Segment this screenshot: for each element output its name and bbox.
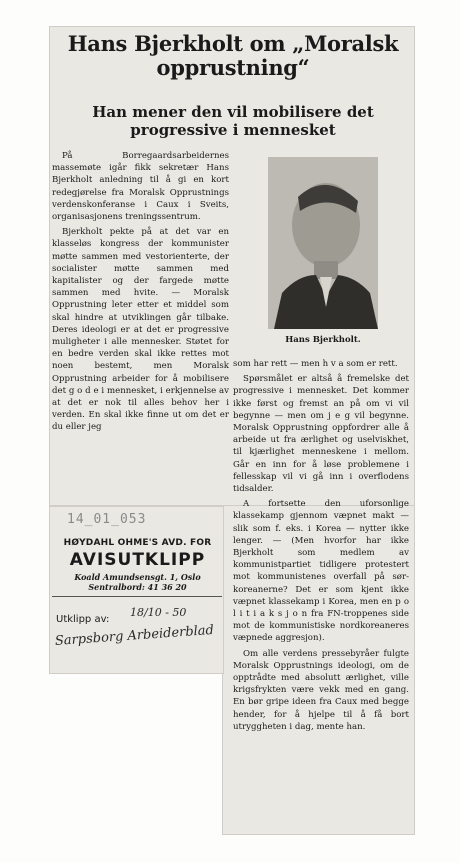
address: Koald Amundsensgt. 1, Oslo <box>74 572 201 582</box>
article-subheadline: Han mener den vil mobilisere det progressive i mennesket <box>92 103 374 139</box>
paragraph: På Borregaardsarbeidernes massemøte igår fikk sekretær Hans Bjerkholt anledning til å gi en kort redegjørelse fra Moralsk Opprustnings verdenskonferanse i Caux i Sveits, organisasjonens treningssentrum. <box>52 151 229 223</box>
agency-address <box>55 572 220 592</box>
article-headline: Hans Bjerkholt om „Moralsk opprustning“ <box>67 31 399 80</box>
agency-line: HØYDAHL OHME'S AVD. FOR <box>63 538 212 548</box>
handwritten-newspaper: Sarpsborg Arbeiderblad <box>54 622 215 649</box>
paragraph: som har rett — men h v a som er rett. <box>233 359 398 369</box>
divider <box>52 596 222 597</box>
clip-id: 14_01_053 <box>67 512 147 527</box>
article-column-2 <box>233 358 409 733</box>
photo-caption: Hans Bjerkholt. <box>285 335 361 345</box>
portrait-image <box>268 157 378 329</box>
phone: Sentralbord: 41 36 20 <box>88 582 187 592</box>
paragraph: Bjerkholt pekte på at det var en klasseløs kongress der kommunister møtte sammen med vestorienterte, der socialister møtte sammen med kapitalister og der fargede møtte sammen med hvite. — Moralsk Opprustning leter etter et middel som skal hindre at utviklingen går tilbake. Deres ideologi er at det er progressive muligheter i alle mennesker. Støtet for en bedre verden skal ikke rettes mot noen bestemt, men Moralsk Opprustning arbeider for å mobilisere det g o d e i mennesket, i erkjennelse av at det er nok til alles behov her i verden. En skal ikke finne ut om det er du eller jeg <box>52 227 229 433</box>
paragraph: A fortsette den uforsonlige klassekamp gjennom væpnet makt — slik som f. eks. i Korea — nytter ikke lenger. — (Men hvorfor har ikke Bjerkholt som medlem av kommunistpartiet tidligere protestert mot kommunistenes overfall på sør-koreanerne? Det er som kjent ikke væpnet klassekamp i Korea, men en p o l i t i a k s j o n fra FN-troppenes side mot de kommunistiske nordkoreaneres væpnede aggresjon). <box>233 499 409 644</box>
handwritten-date: 18/10 - 50 <box>130 606 187 619</box>
clipped-label: Utklipp av: <box>56 614 110 625</box>
article-column-1 <box>52 150 229 434</box>
agency-name: AVISUTKLIPP <box>69 550 206 570</box>
paragraph: Spørsmålet er altså å fremelske det progressive i mennesket. Det kommer ikke først og fremst an på om vi vil begynne — men om j e g vil begynne. Moralsk Opprustning oppfordrer alle å arbeide ut fra ærlighet og uselviskhet, til kjærlighet menneskene i mellom. Går en inn for å løse problemene i fellesskap vil vi gå inn i overflodens tidsalder. <box>233 374 409 495</box>
portrait-photo <box>268 157 378 329</box>
paragraph: Om alle verdens pressebyråer fulgte Moralsk Opprustnings ideologi, om de opptrådte med absolutt ærlighet, ville krigsfrykten være vekk med en gang. En bør gripe ideen fra Caux med begge hender, for å hjelpe til å få bort utryggheten i dag, mente han. <box>233 648 409 732</box>
